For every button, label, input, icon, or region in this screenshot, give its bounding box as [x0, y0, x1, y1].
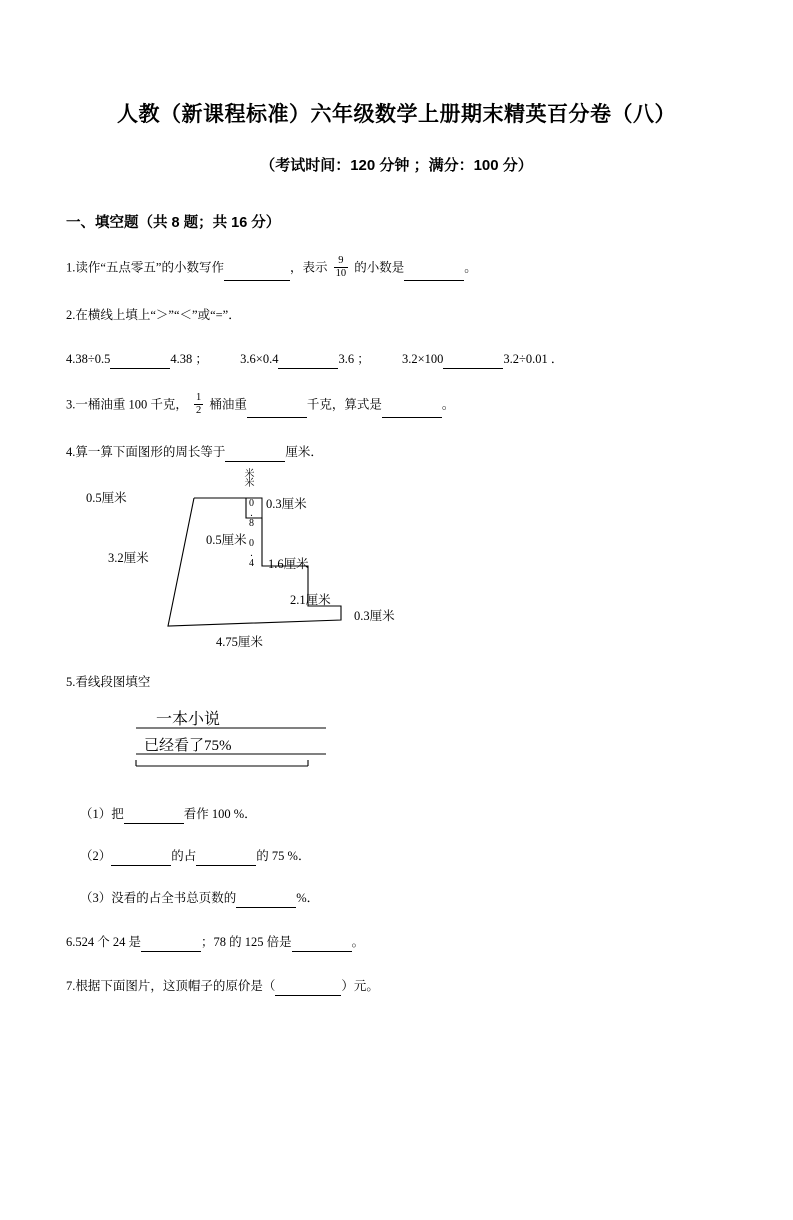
q2-expr-a-left: 4.38÷0.5 [66, 352, 111, 367]
q4-label-top-vert1: 米米 [242, 468, 253, 487]
question-1 [66, 256, 727, 281]
question-5-sub-1 [80, 804, 727, 824]
q4-text-b: 厘米． [285, 445, 323, 460]
page-subtitle: （考试时间：120 分钟 ；满分：100 分） [260, 157, 533, 174]
figure-line-segment [108, 702, 438, 782]
q5-sub2-blank-1[interactable] [111, 852, 171, 866]
question-3 [66, 393, 727, 418]
q1-text-c: 的小数是 [354, 260, 405, 275]
q5-sub2-blank-2[interactable] [196, 852, 256, 866]
q6-text-b: ；78 的 125 倍是 [201, 935, 292, 950]
question-5-sub-3 [80, 888, 727, 908]
figure-perimeter-shape [86, 468, 516, 664]
q5-sub3-blank[interactable] [236, 894, 296, 908]
q1-text-b: ，表示 [289, 260, 328, 275]
q2-blank-c[interactable] [443, 355, 503, 369]
q5-sub2-text-c: 的 75 %． [256, 849, 311, 864]
q2-blank-a[interactable] [110, 355, 170, 369]
q3-fraction [194, 392, 203, 417]
q2-expr-a-right: 4.38 ； [170, 352, 208, 367]
q5-sub2-text-a: （2） [80, 849, 112, 864]
q2-instruction: 2.在横线上填上“＞”“＜”或“=”． [66, 308, 241, 323]
q4-label-top-vert2: 0.8 0.4 [246, 498, 257, 569]
q6-blank-1[interactable] [141, 938, 201, 952]
q1-blank-1[interactable] [224, 267, 290, 281]
q1-fraction-denominator: 10 [335, 268, 347, 280]
q1-fraction [334, 255, 349, 280]
q3-text-c: 千克，算式是 [306, 397, 382, 412]
q4-label-mid-right: 1.6厘米 [268, 557, 309, 572]
q3-text-d: 。 [441, 397, 455, 412]
q4-blank[interactable] [225, 448, 285, 462]
q5-sub2-text-b: 的占 [171, 849, 197, 864]
q5-sub3-text-a: （3）没看的占全书总页数的 [80, 891, 237, 906]
q2-expr-c-right: 3.2÷0.01 ． [503, 352, 564, 367]
q3-text-b: 桶油重 [209, 397, 247, 412]
question-7 [66, 976, 727, 996]
q2-blank-b[interactable] [278, 355, 338, 369]
q1-fraction-numerator: 9 [338, 255, 344, 266]
page-title: 人教（新课程标准）六年级数学上册期末精英百分卷（八） [117, 103, 676, 126]
q1-text-a: 1.读作“五点零五”的小数写作 [66, 260, 224, 275]
question-5-sub-2 [80, 846, 727, 866]
q2-expr-b-right: 3.6 ； [338, 352, 370, 367]
q5-sub1-text-a: （1）把 [80, 807, 124, 822]
q1-text-d: 。 [464, 260, 477, 275]
q4-label-bottom: 4.75厘米 [216, 635, 263, 650]
q7-blank[interactable] [275, 982, 341, 996]
q3-fraction-denominator: 2 [196, 405, 202, 417]
q4-label-far-right: 0.3厘米 [354, 609, 395, 624]
q6-text-a: 6.524 个 24 是 [66, 935, 142, 950]
q4-label-top-left: 0.5厘米 [86, 491, 127, 506]
q1-blank-2[interactable] [404, 267, 464, 281]
question-2 [66, 305, 727, 325]
q5-sub1-blank[interactable] [124, 810, 184, 824]
q3-fraction-numerator: 1 [196, 392, 202, 404]
q3-blank-1[interactable] [247, 404, 307, 418]
q5-bar-label-mid: 已经看了75% [144, 738, 232, 755]
section-title-fill-in-blank: 一、填空题（共 8 题；共 16 分） [66, 215, 281, 231]
question-6 [66, 932, 727, 952]
q2-expr-c-left: 3.2×100 [401, 352, 444, 367]
q5-bar-label-top: 一本小说 [156, 711, 221, 729]
question-4 [66, 442, 727, 462]
q5-sub1-text-b: 看作 100 %． [183, 807, 257, 822]
q4-label-left-slant: 3.2厘米 [108, 551, 149, 566]
q7-text-b: ）元。 [341, 979, 379, 994]
question-5-title: 5.看线段图填空 [66, 675, 151, 690]
q4-label-inner: 0.5厘米 [206, 533, 247, 548]
q3-blank-2[interactable] [382, 404, 442, 418]
q7-text-a: 7.根据下面图片，这顶帽子的原价是（ [66, 979, 276, 994]
q6-blank-2[interactable] [292, 938, 352, 952]
question-2-expressions [66, 349, 727, 369]
q4-label-lower-right: 2.1厘米 [290, 593, 331, 608]
q6-text-c: 。 [351, 935, 365, 950]
q4-label-right-of-box: 0.3厘米 [266, 497, 307, 512]
q2-expr-b-left: 3.6×0.4 [240, 352, 279, 367]
q3-text-a: 3.一桶油重 100 千克， [66, 397, 188, 412]
exam-page [0, 98, 793, 1220]
q4-text-a: 4.算一算下面图形的周长等于 [66, 445, 226, 460]
q5-sub3-text-b: %． [296, 891, 320, 906]
